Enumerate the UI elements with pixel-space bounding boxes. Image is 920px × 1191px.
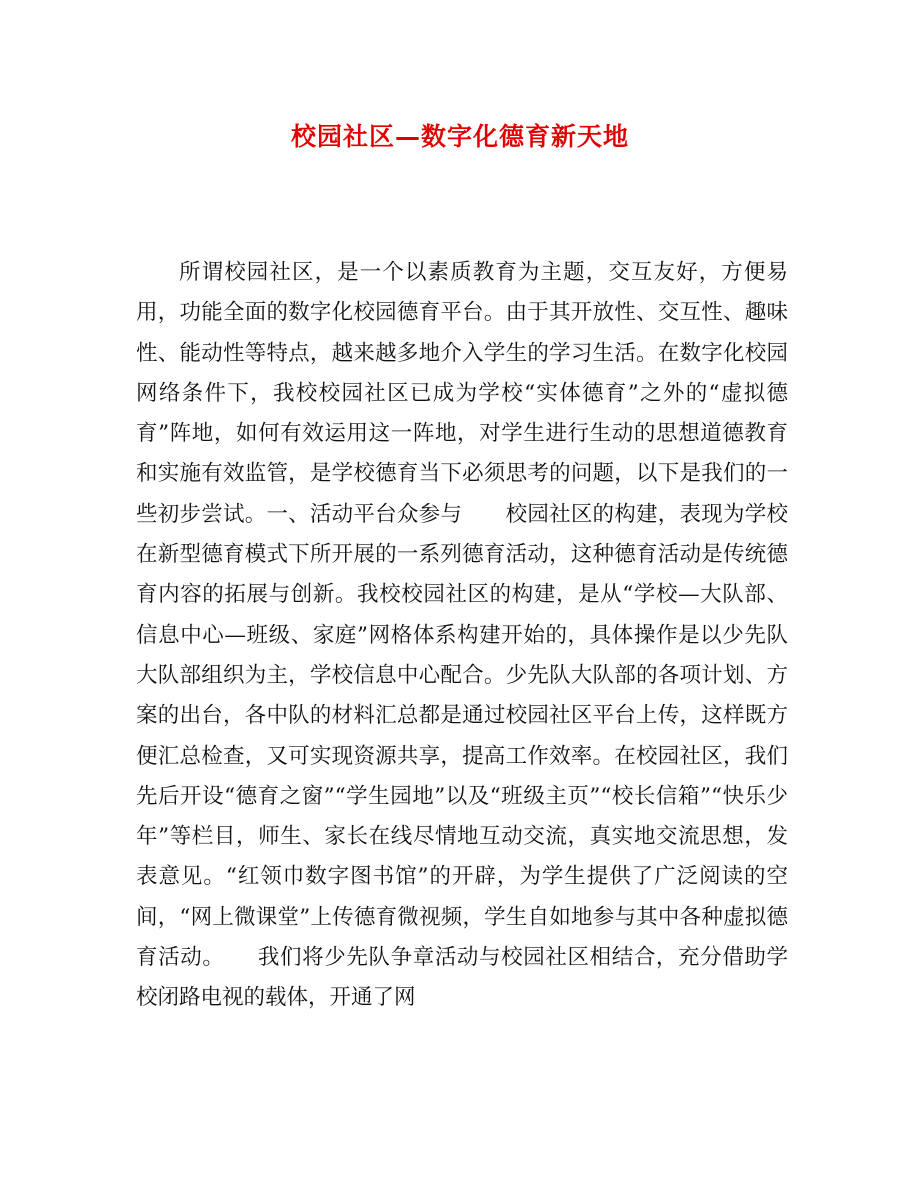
document-body: 所谓校园社区，是一个以素质教育为主题，交互友好，方便易用，功能全面的数字化校园德育平台。由于其开放性、交互性、趣味性、能动性等特点，越来越多地介入学生的学习生活。在数字化校园网络条件下，我校校园社区已成为学校“实体德育”之外的“虚拟德育”阵地，如何有效运用这一阵地，对学生进行生动的思想道德教育和实施有效监管，是学校德育当下必须思考的问题，以下是我们的一些初步尝试。一、活动平台众参与 校园社区的构建，表现为学校在新型德育模式下所开展的一系列德育活动，这种德育活动是传统德育内容的拓展与创新。我校校园社区的构建，是从“学校—大队部、信息中心—班级、家庭”网格体系构建开始的，具体操作是以少先队大队部组织为主，学校信息中心配合。少先队大队部的各项计划、方案的出台，各中队的材料汇总都是通过校园社区平台上传，这样既方便汇总检查，又可实现资源共享，提高工作效率。在校园社区，我们先后开设“德育之窗”“学生园地”以及“班级主页”“校长信箱”“快乐少年”等栏目，师生、家长在线尽情地互动交流，真实地交流思想，发表意见。“红领巾数字图书馆”的开辟，为学生提供了广泛阅读的空间，“网上微课堂”上传德育微视频，学生自如地参与其中各种虚拟德育活动。 我们将少先队争章活动与校园社区相结合，充分借助学校闭路电视的载体，开通了网 (136, 260, 788, 1011)
document-title: 校园社区—数字化德育新天地 (290, 122, 629, 151)
